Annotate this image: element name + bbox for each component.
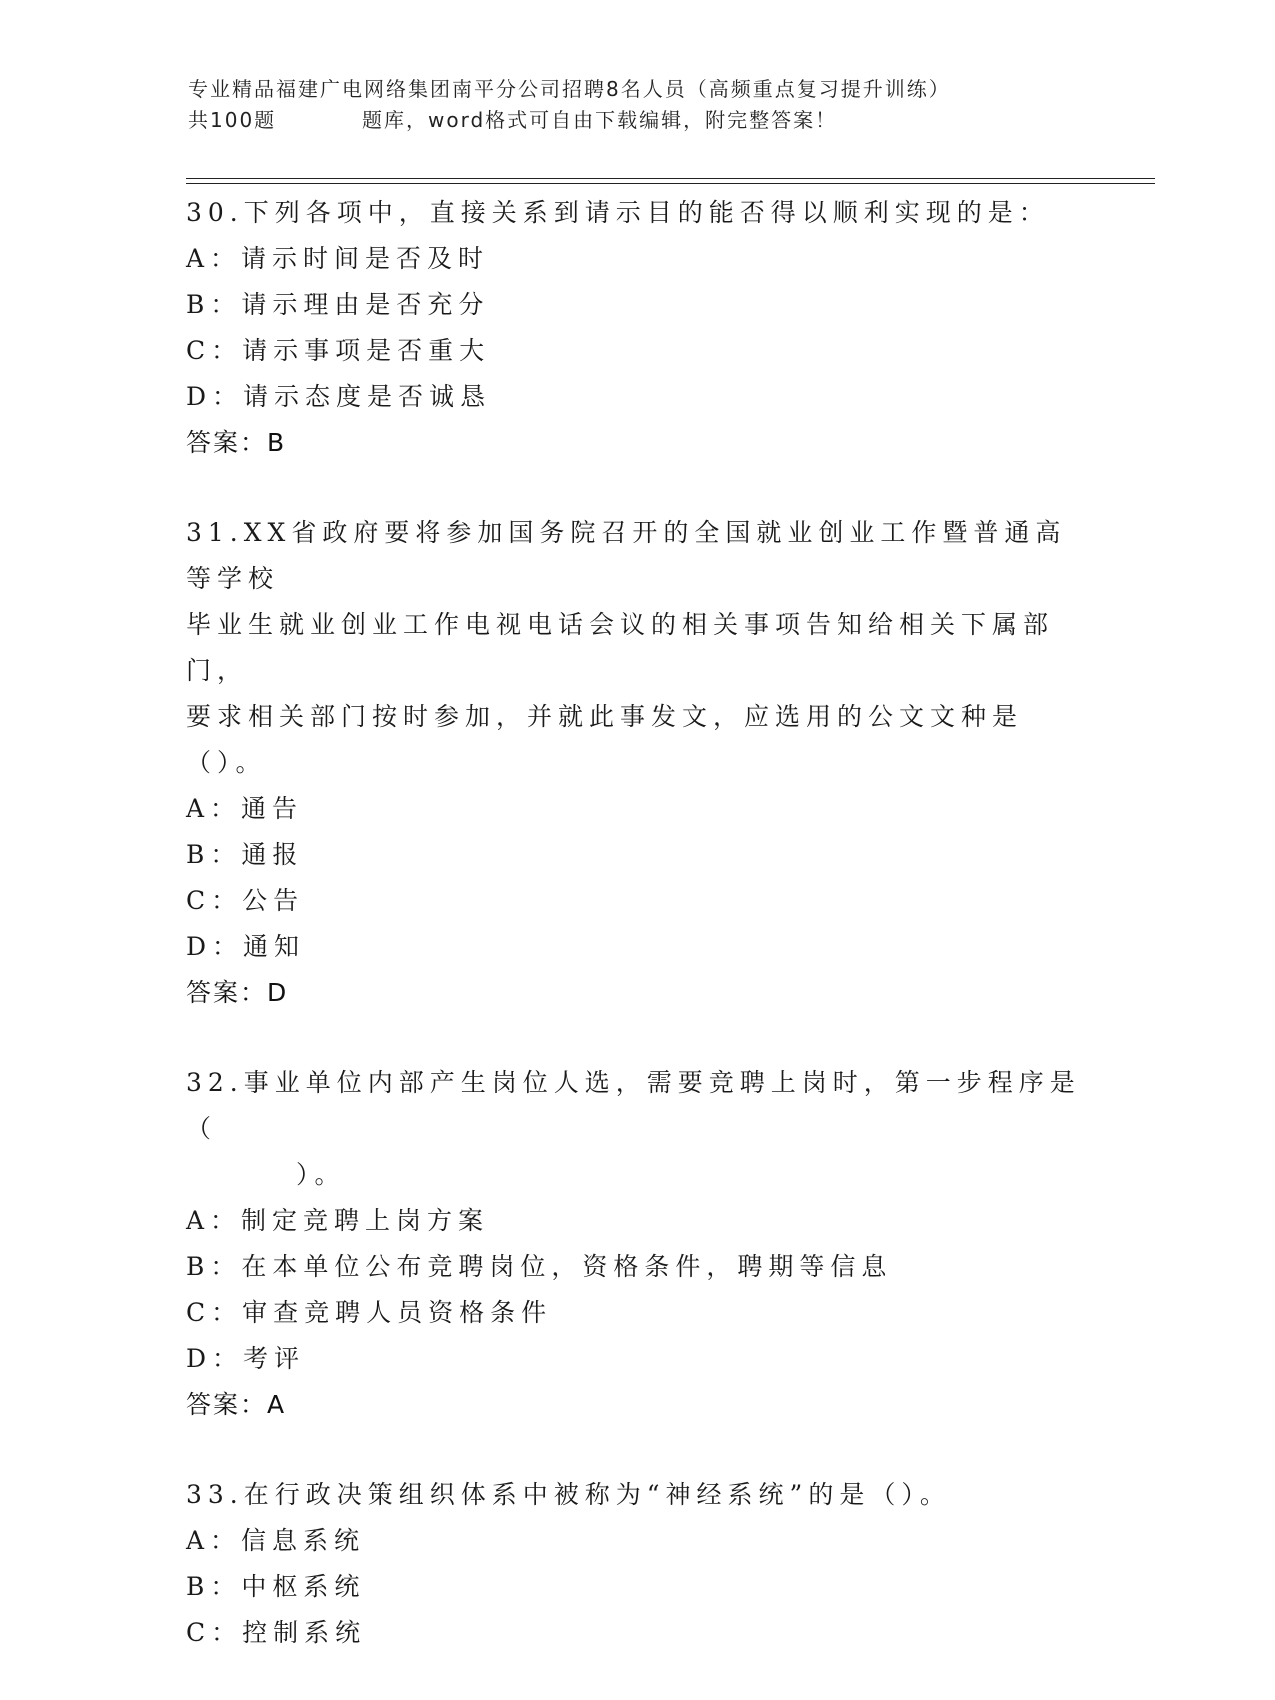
question-count: 共100题 xyxy=(188,108,277,132)
header-subtitle xyxy=(188,105,1108,136)
answer: 答案：B xyxy=(186,428,287,457)
option-a: A：通告 xyxy=(186,794,304,823)
option-a: A：请示时间是否及时 xyxy=(186,244,490,273)
question-line: 32.事业单位内部产生岗位人选，需要竞聘上岗时，第一步程序是（ xyxy=(186,1068,1081,1143)
option-a: A：信息系统 xyxy=(186,1526,366,1555)
question-line: 30.下列各项中，直接关系到请示目的能否得以顺利实现的是： xyxy=(186,198,1050,227)
question-line: 31.XX省政府要将参加国务院召开的全国就业创业工作暨普通高等学校 xyxy=(186,518,1067,593)
question-line: 33.在行政决策组织体系中被称为“神经系统”的是（）。 xyxy=(186,1480,951,1509)
header-divider-top xyxy=(186,178,1155,179)
question-text xyxy=(186,1472,1086,1518)
option-b: B：通报 xyxy=(186,840,304,869)
option-c: C：公告 xyxy=(186,886,305,915)
document-header xyxy=(188,74,1108,136)
header-description: 题库，word格式可自由下载编辑，附完整答案！ xyxy=(362,108,838,132)
option-d: D：请示态度是否诚恳 xyxy=(186,382,492,411)
question-line: 要求相关部门按时参加，并就此事发文，应选用的公文文种是（）。 xyxy=(186,702,1024,777)
option-c: C：控制系统 xyxy=(186,1618,367,1647)
question-list xyxy=(186,190,1086,1700)
question-line: ）。 xyxy=(296,1160,346,1189)
header-divider-bottom xyxy=(186,183,1155,184)
question-31 xyxy=(186,510,1086,1016)
answer: 答案：A xyxy=(186,1390,287,1419)
option-c: C：审查竞聘人员资格条件 xyxy=(186,1298,553,1327)
question-text xyxy=(186,510,1086,786)
question-text xyxy=(186,1060,1086,1198)
option-d: D：考评 xyxy=(186,1344,306,1373)
question-33 xyxy=(186,1472,1086,1656)
option-c: C：请示事项是否重大 xyxy=(186,336,491,365)
option-a: A：制定竞聘上岗方案 xyxy=(186,1206,490,1235)
header-title: 专业精品福建广电网络集团南平分公司招聘8名人员（高频重点复习提升训练） xyxy=(188,77,951,101)
option-d: D：通知 xyxy=(186,932,306,961)
question-30 xyxy=(186,190,1086,466)
option-b: B：在本单位公布竞聘岗位，资格条件，聘期等信息 xyxy=(186,1252,893,1281)
question-line: 毕业生就业创业工作电视电话会议的相关事项告知给相关下属部门， xyxy=(186,610,1055,685)
question-32 xyxy=(186,1060,1086,1428)
option-b: B：请示理由是否充分 xyxy=(186,290,490,319)
answer: 答案：D xyxy=(186,978,289,1007)
option-b: B：中枢系统 xyxy=(186,1572,366,1601)
question-text xyxy=(186,190,1086,236)
